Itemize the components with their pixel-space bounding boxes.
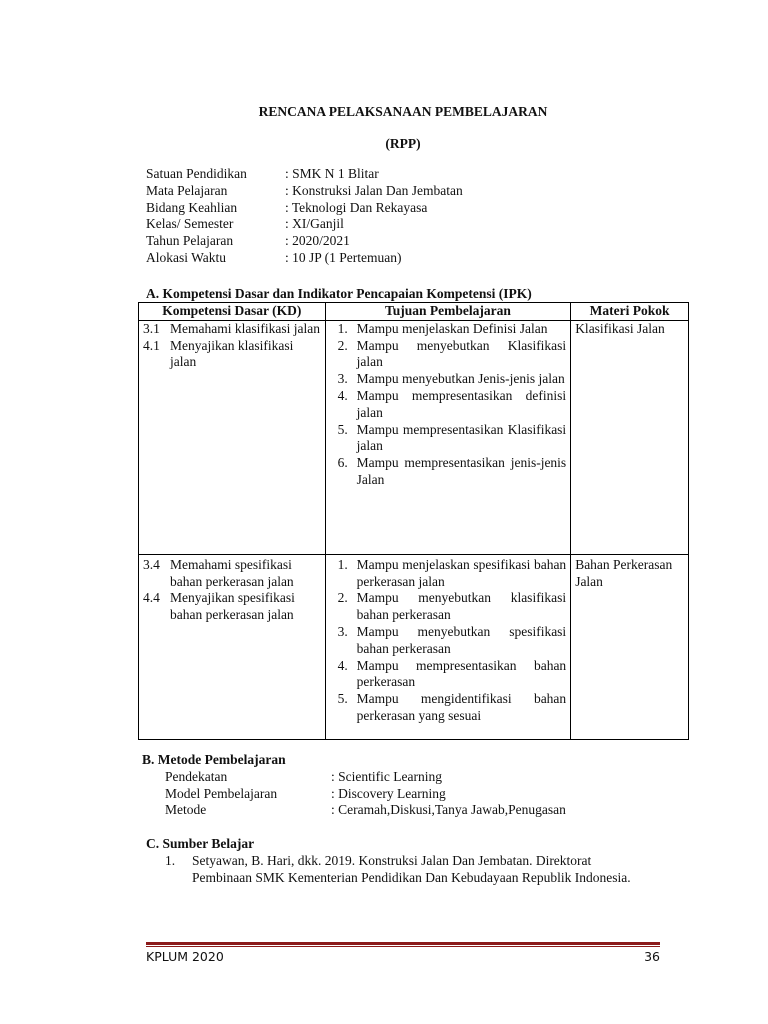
tujuan-item	[330, 455, 567, 489]
tujuan-text: Mampu menjelaskan Definisi Jalan	[356, 320, 548, 336]
method-row	[142, 769, 566, 786]
info-label: Mata Pelajaran	[146, 182, 228, 198]
tujuan-text: Mampu mempresentasikan definisi jalan	[356, 387, 567, 420]
materi-cell: Klasifikasi Jalan	[571, 320, 689, 554]
column-header-tujuan: Tujuan Pembelajaran	[325, 303, 571, 321]
kd-text: Memahami spesifikasi bahan perkerasan jalan	[170, 556, 294, 589]
info-row	[146, 166, 463, 183]
tujuan-number: 3.	[337, 371, 348, 387]
info-row	[146, 183, 463, 200]
method-value: : Discovery Learning	[331, 785, 446, 801]
tujuan-text: Mampu menyebutkan klasifikasi bahan perkerasan	[356, 590, 567, 623]
info-row	[146, 233, 463, 250]
tujuan-item	[330, 371, 567, 388]
tujuan-item	[330, 590, 567, 624]
competency-table	[138, 302, 689, 740]
kd-item	[143, 338, 321, 372]
tujuan-item	[330, 388, 567, 422]
tujuan-number: 4.	[337, 657, 348, 673]
tujuan-item	[330, 624, 567, 658]
tujuan-number: 6.	[337, 455, 348, 471]
tujuan-number: 5.	[337, 421, 348, 437]
tujuan-number: 1.	[337, 320, 348, 336]
kd-text: Menyajikan klasifikasi jalan	[170, 337, 294, 370]
tujuan-text: Mampu menyebutkan Klasifikasi jalan	[356, 337, 567, 370]
tujuan-number: 3.	[337, 623, 348, 639]
tujuan-number: 5.	[337, 691, 348, 707]
tujuan-text: Mampu mengidentifikasi bahan perkerasan yang sesuai	[356, 691, 567, 723]
tujuan-text: Mampu menyebutkan Jenis-jenis jalan	[356, 371, 565, 387]
kd-number: 3.1	[143, 320, 160, 336]
kd-number: 4.4	[143, 590, 160, 606]
section-c	[146, 836, 652, 886]
section-a-heading: A. Kompetensi Dasar dan Indikator Pencapaian Kompetensi (IPK)	[146, 286, 532, 301]
tujuan-text: Mampu menjelaskan spesifikasi bahan perkerasan jalan	[356, 556, 567, 589]
identity-block	[146, 166, 463, 267]
tujuan-item	[330, 321, 567, 338]
table-header-row	[139, 303, 689, 321]
method-value: : Scientific Learning	[331, 768, 442, 784]
info-label: Alokasi Waktu	[146, 249, 227, 265]
kd-text: Menyajikan spesifikasi bahan perkerasan jalan	[170, 590, 295, 623]
info-row	[146, 216, 463, 233]
kd-item	[143, 590, 321, 624]
footer-rule-thin	[146, 946, 660, 947]
info-label: Bidang Keahlian	[146, 199, 238, 215]
info-value: : 10 JP (1 Pertemuan)	[285, 249, 402, 265]
method-value: : Ceramah,Diskusi,Tanya Jawab,Penugasan	[331, 802, 566, 818]
info-label: Kelas/ Semester	[146, 216, 234, 232]
column-header-materi: Materi Pokok	[571, 303, 689, 321]
table-row	[139, 554, 689, 739]
document-title: RENCANA PELAKSANAAN PEMBELAJARAN	[258, 104, 548, 119]
reference-text: Setyawan, B. Hari, dkk. 2019. Konstruksi Jalan Dan Jembatan. Direktorat Pembinaan SMK Kementerian Pendidikan Dan Kebudayaan Republik Indonesia.	[192, 852, 631, 885]
tujuan-item	[330, 658, 567, 692]
tujuan-number: 1.	[337, 556, 348, 572]
info-value: : Teknologi Dan Rekayasa	[285, 199, 428, 215]
tujuan-number: 2.	[337, 590, 348, 606]
kd-cell	[139, 320, 326, 554]
kd-number: 4.1	[143, 337, 160, 353]
materi-cell: Bahan Perkerasan Jalan	[571, 554, 689, 739]
tujuan-number: 2.	[337, 337, 348, 353]
section-c-heading: C. Sumber Belajar	[146, 836, 255, 851]
tujuan-text: Mampu menyebutkan spesifikasi bahan perkerasan	[356, 623, 567, 656]
kd-text: Memahami klasifikasi jalan	[170, 320, 320, 336]
info-value: : SMK N 1 Blitar	[285, 166, 379, 181]
footer-rule	[146, 942, 660, 945]
section-b-heading: B. Metode Pembelajaran	[142, 752, 286, 767]
info-label: Tahun Pelajaran	[146, 233, 234, 249]
table-row	[139, 320, 689, 554]
reference-item	[165, 853, 652, 887]
info-value: : Konstruksi Jalan Dan Jembatan	[285, 182, 463, 198]
method-label: Pendekatan	[165, 768, 228, 784]
kd-number: 3.4	[143, 556, 160, 572]
tujuan-cell	[325, 554, 571, 739]
page-number: 36	[644, 949, 660, 964]
method-row	[142, 786, 566, 803]
tujuan-text: Mampu mempresentasikan Klasifikasi jalan	[356, 421, 567, 454]
info-value: : XI/Ganjil	[285, 216, 344, 232]
document-subtitle: (RPP)	[385, 136, 421, 151]
method-row	[142, 802, 566, 819]
tujuan-text: Mampu mempresentasikan bahan perkerasan	[356, 657, 567, 690]
tujuan-number: 4.	[337, 387, 348, 403]
tujuan-cell	[325, 320, 571, 554]
method-label: Metode	[165, 802, 207, 818]
footer-label: KPLUM 2020	[146, 949, 224, 964]
tujuan-item	[330, 691, 567, 725]
tujuan-text: Mampu mempresentasikan jenis-jenis Jalan	[356, 455, 567, 487]
tujuan-item	[330, 422, 567, 456]
method-label: Model Pembelajaran	[165, 785, 278, 801]
kd-item	[143, 557, 321, 591]
tujuan-item	[330, 557, 567, 591]
info-row	[146, 250, 463, 267]
reference-number: 1.	[165, 852, 176, 868]
column-header-kd: Kompetensi Dasar (KD)	[139, 303, 326, 321]
section-b	[142, 752, 566, 819]
info-row	[146, 200, 463, 217]
info-label: Satuan Pendidikan	[146, 166, 247, 181]
tujuan-item	[330, 338, 567, 372]
info-value: : 2020/2021	[285, 233, 350, 249]
kd-cell	[139, 554, 326, 739]
kd-item	[143, 321, 321, 338]
